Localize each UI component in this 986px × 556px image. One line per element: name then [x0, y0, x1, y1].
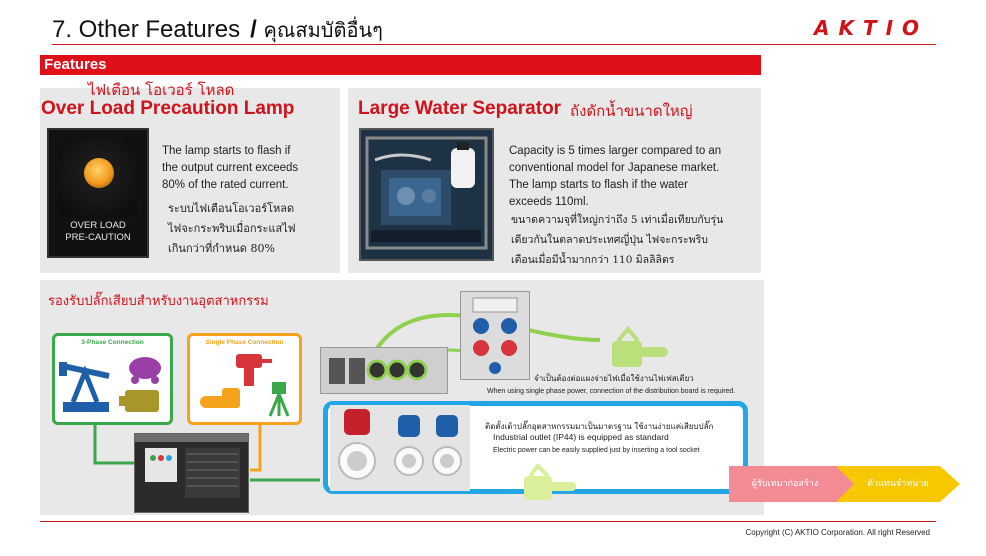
drill-icon [236, 354, 272, 386]
three-phase-equipment-icons [59, 348, 169, 420]
title-slash: / [250, 16, 257, 43]
lamp-caption-line-1: OVER LOAD [70, 220, 126, 231]
overload-title-thai: ไฟเตือน โอเวอร์ โหลด [88, 81, 235, 99]
features-bar: Features [40, 55, 761, 75]
dealer-label: ตัวแทนจำหน่าย [867, 479, 929, 489]
distribution-note-thai: จำเป็นต้องต่อแผงจ่ายไฟเมื่อใช้งานไฟเฟสเดียว [534, 374, 694, 383]
water-separator-title-thai: ถังดักน้ำขนาดใหญ่ [570, 102, 693, 120]
industrial-outlets-illustration [330, 405, 470, 491]
three-phase-label: 3-Phase Connection [81, 339, 144, 346]
industrial-title-thai: รองรับปลั๊กเสียบสำหรับงานอุตสาหกรรม [48, 294, 269, 309]
distribution-board-photo [460, 291, 530, 380]
footer-divider [40, 521, 936, 522]
aktio-logo: AKTIO [814, 16, 929, 40]
chainsaw-icon [200, 388, 240, 408]
overload-title: Over Load Precaution Lamp [41, 98, 295, 119]
contractor-label: ผู้รับเหมาก่อสร้าง [751, 479, 819, 489]
water-th-line: เตือนเมื่อมีน้ำมากกว่า 110 มิลลิลิตร [511, 254, 675, 266]
chainsaw-icon-top [608, 325, 670, 375]
outlet-panel-illustration [321, 348, 447, 393]
chainsaw-icon-bottom [520, 462, 580, 506]
distribution-note-en: When using single phase power, connection of the distribution board is required. [487, 388, 736, 395]
single-phase-label: Single Phase Connection [205, 339, 284, 346]
generator-photo [134, 433, 249, 513]
motor-icon [119, 390, 159, 412]
distribution-board-illustration [461, 292, 529, 379]
overload-en-line: The lamp starts to flash if [162, 145, 291, 157]
water-th-line: เดียวกันในตลาดประเทศญี่ปุ่น ไฟจะกระพริบ [511, 234, 708, 246]
water-th-line: ขนาดความจุที่ใหญ่กว่าถึง 5 เท่าเมื่อเทียบกับรุ่น [511, 214, 724, 226]
overload-description-en [162, 143, 337, 194]
dealer-arrow [836, 466, 960, 502]
water-en-line: exceeds 110ml. [509, 196, 589, 208]
water-separator-title: Large Water Separator [358, 98, 562, 119]
overload-en-line: the output current exceeds [162, 162, 299, 174]
water-en-line: The lamp starts to flash if the water [509, 179, 688, 191]
water-en-line: Capacity is 5 times larger compared to an [509, 145, 722, 157]
engine-illustration [361, 130, 492, 259]
lamp-caption-line-2: PRE-CAUTION [65, 232, 131, 243]
water-description-thai [511, 210, 761, 270]
page-title-text: 7. Other Features [52, 16, 241, 43]
three-phase-box [52, 333, 173, 425]
overload-th-line: ระบบไฟเตือนโอเวอร์โหลด [168, 202, 295, 215]
outlet-note-en-2: Electric power can be easily supplied just by inserting a tool socket [493, 447, 700, 454]
page-title-thai: คุณสมบัติอื่นๆ [263, 20, 383, 42]
light-tower-icon [270, 382, 288, 416]
overload-description-thai [168, 199, 340, 259]
single-phase-tool-icons [194, 348, 298, 420]
outlet-note-thai: ติดตั้งเต้าปลั๊กอุตสาหกรรมมาเป็นมาตรฐาน ใช้งานง่ายแค่เสียบปลั๊ก [485, 422, 714, 431]
industrial-outlets-photo [330, 405, 470, 491]
water-description-en [509, 143, 759, 211]
overload-th-line: ไฟจะกระพริบเมื่อกระแสไฟ [168, 222, 296, 235]
engine-photo [359, 128, 494, 261]
generator-illustration [135, 434, 248, 512]
outlet-panel-photo [320, 347, 448, 394]
single-phase-box [187, 333, 302, 425]
header-divider [52, 44, 936, 45]
outlet-note-en: Industrial outlet (IP44) is equipped as standard [493, 432, 669, 442]
copyright-text: Copyright (C) AKTIO Corporation. All right Reserved [745, 528, 930, 537]
lamp-housing [59, 138, 137, 218]
water-tank-icon [451, 148, 475, 188]
page-title [52, 14, 383, 46]
overload-en-line: 80% of the rated current. [162, 179, 289, 191]
overload-lamp-photo [47, 128, 149, 258]
lamp-bulb-icon [84, 158, 114, 188]
compressor-icon [129, 357, 161, 384]
pumpjack-icon [59, 362, 109, 412]
water-en-line: conventional model for Japanese market. [509, 162, 720, 174]
lamp-caption [49, 220, 147, 244]
overload-th-line: เกินกว่าที่กำหนด 80% [168, 242, 275, 255]
